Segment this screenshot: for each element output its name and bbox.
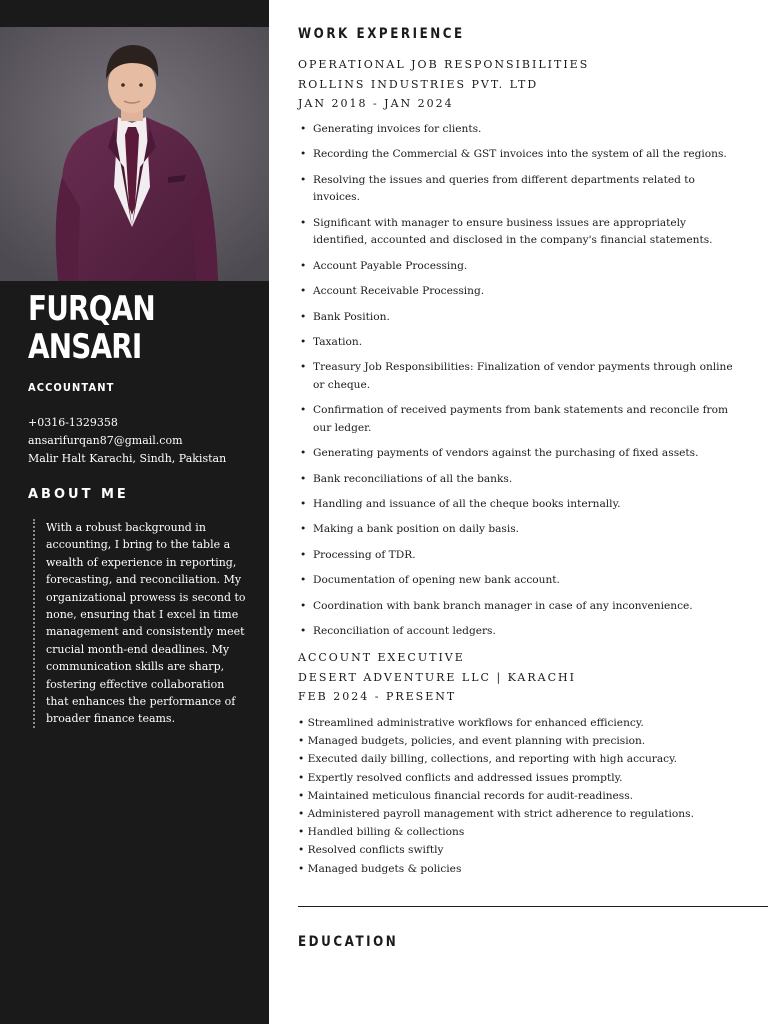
list-item: • Treasury Job Responsibilities: Finalization of vendor payments through online or cheque. <box>298 359 738 394</box>
sidebar <box>0 0 269 1024</box>
job-1-bullets <box>298 121 738 648</box>
job-1-company: ROLLINS INDUSTRIES PVT. LTD <box>298 77 539 91</box>
list-item: • Significant with manager to ensure business issues are appropriately identified, accounted and disclosed in the company's financial statements. <box>298 215 738 250</box>
list-item: • Expertly resolved conflicts and addressed issues promptly. <box>298 771 623 784</box>
job-2-bullets <box>298 714 738 878</box>
about-heading: ABOUT ME <box>28 487 129 502</box>
list-item: • Account Payable Processing. <box>298 258 738 276</box>
list-item: • Managed budgets & policies <box>298 862 462 875</box>
list-item: • Resolved conflicts swiftly <box>298 844 444 857</box>
list-item: • Managed budgets, policies, and event planning with precision. <box>298 735 646 748</box>
list-item: • Resolving the issues and queries from different departments related to invoices. <box>298 172 738 207</box>
job-2-company: DESERT ADVENTURE LLC | KARACHI <box>298 670 576 684</box>
list-item: • Making a bank position on daily basis. <box>298 521 738 539</box>
main-content <box>298 0 768 1024</box>
list-item: • Coordination with bank branch manager in case of any inconvenience. <box>298 598 738 616</box>
job-1-dates: JAN 2018 - JAN 2024 <box>298 97 454 110</box>
list-item: • Account Receivable Processing. <box>298 283 738 301</box>
work-experience-heading: WORK EXPERIENCE <box>298 26 465 42</box>
section-divider <box>298 906 768 907</box>
list-item: • Documentation of opening new bank account. <box>298 572 738 590</box>
list-item: • Maintained meticulous financial records for audit-readiness. <box>298 789 634 802</box>
first-name: FURQAN <box>28 289 155 329</box>
home-address: Malir Halt Karachi, Sindh, Pakistan <box>28 452 227 465</box>
job-2-header <box>298 648 576 707</box>
email-address: ansarifurqan87@gmail.com <box>28 434 183 447</box>
job-1-header <box>298 55 589 114</box>
list-item: • Reconciliation of account ledgers. <box>298 623 738 641</box>
list-item: • Confirmation of received payments from bank statements and reconcile from our ledger. <box>298 402 738 437</box>
list-item: • Handling and issuance of all the cheque books internally. <box>298 496 738 514</box>
contact-info <box>28 414 226 468</box>
job-title: ACCOUNTANT <box>28 381 115 394</box>
list-item: • Handled billing & collections <box>298 826 465 839</box>
job-2-role: ACCOUNT EXECUTIVE <box>298 651 465 664</box>
education-heading: EDUCATION <box>298 934 399 950</box>
list-item: • Bank reconciliations of all the banks. <box>298 471 738 489</box>
list-item: • Executed daily billing, collections, and reporting with high accuracy. <box>298 753 678 766</box>
list-item: • Generating invoices for clients. <box>298 121 738 139</box>
phone-number: +0316-1329358 <box>28 416 118 429</box>
list-item: • Processing of TDR. <box>298 547 738 565</box>
list-item: • Administered payroll management with strict adherence to regulations. <box>298 808 694 821</box>
job-1-role: OPERATIONAL JOB RESPONSIBILITIES <box>298 58 590 71</box>
list-item: • Streamlined administrative workflows for enhanced efficiency. <box>298 717 644 729</box>
list-item: • Generating payments of vendors against the purchasing of fixed assets. <box>298 445 738 463</box>
list-item: • Bank Position. <box>298 309 738 327</box>
last-name: ANSARI <box>28 327 142 367</box>
about-text: With a robust background in accounting, I bring to the table a wealth of experience in reporting, forecasting, and reconciliation. My organizational prowess is second to none, ensuring that I excel in time management and consistently meet crucial month-end deadlines. My communication skills are sharp, fostering effective collaboration that enhances the performance of broader finance teams. <box>33 519 246 728</box>
profile-photo <box>0 27 269 281</box>
list-item: • Taxation. <box>298 334 738 352</box>
job-2-dates: FEB 2024 - PRESENT <box>298 690 457 703</box>
list-item: • Recording the Commercial & GST invoices into the system of all the regions. <box>298 146 738 164</box>
person-name <box>28 290 241 366</box>
